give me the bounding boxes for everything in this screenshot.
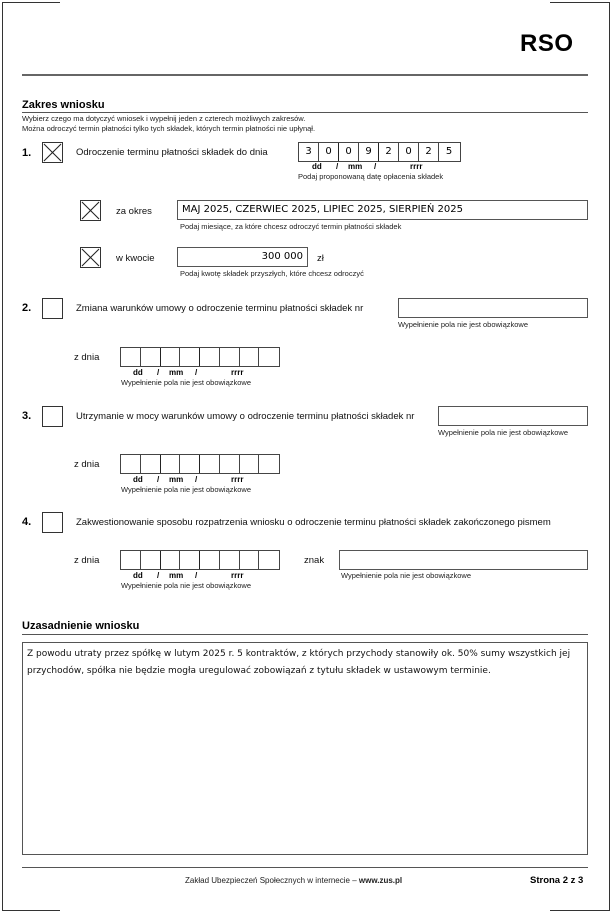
option2-date-hint: Wypełnienie pola nie jest obowiązkowe	[121, 378, 252, 387]
option4-date-hint: Wypełnienie pola nie jest obowiązkowe	[121, 581, 252, 590]
checkmark-x-icon	[81, 201, 100, 220]
date-digit[interactable]	[121, 455, 141, 473]
date-digit[interactable]	[141, 455, 161, 473]
legend-dd: dd	[312, 162, 322, 171]
option1-date-hint: Podaj proponowaną datę opłacenia składek	[298, 172, 444, 181]
amount-unit: zł	[317, 253, 324, 264]
header-divider	[22, 74, 588, 76]
option4-date-legend	[120, 571, 280, 581]
date-digit[interactable]: 5	[445, 146, 453, 157]
option1-checkbox[interactable]	[42, 142, 63, 163]
period-checkbox[interactable]	[80, 200, 101, 221]
footer-prefix: Zakład Ubezpieczeń Społecznych w internecie –	[185, 876, 359, 885]
legend-sep: /	[195, 475, 198, 484]
date-digit[interactable]: 0	[399, 143, 419, 161]
option4-sign-input[interactable]	[339, 550, 588, 570]
option2-contract-hint: Wypełnienie pola nie jest obowiązkowe	[398, 320, 529, 329]
date-digit[interactable]	[121, 551, 141, 569]
legend-dd: dd	[133, 368, 143, 377]
date-digit[interactable]	[141, 348, 161, 366]
option1-label: Odroczenie terminu płatności składek do dnia	[76, 147, 268, 158]
legend-yyyy: rrrr	[410, 162, 423, 171]
date-digit[interactable]	[161, 348, 181, 366]
date-digit[interactable]	[180, 455, 200, 473]
date-digit[interactable]	[180, 551, 200, 569]
page-border-right	[609, 2, 610, 911]
scope-intro-line2: Można odroczyć termin płatności tylko tych składek, których termin płatności nie upłynął.	[22, 124, 316, 133]
date-digit[interactable]	[161, 551, 181, 569]
option2-date-label: z dnia	[74, 352, 100, 363]
date-digit[interactable]: 2	[419, 143, 439, 161]
page-border-left	[2, 2, 3, 911]
option3-date-hint: Wypełnienie pola nie jest obowiązkowe	[121, 485, 252, 494]
amount-input[interactable]: 300 000	[177, 247, 308, 267]
date-digit[interactable]	[220, 348, 240, 366]
date-digit[interactable]	[240, 455, 260, 473]
date-digit[interactable]	[200, 348, 220, 366]
option2-label: Zmiana warunków umowy o odroczenie terminu płatności składek nr	[76, 303, 364, 314]
legend-mm: mm	[169, 571, 184, 580]
legend-sep: /	[374, 162, 377, 171]
legend-yyyy: rrrr	[231, 368, 244, 377]
date-digit[interactable]	[141, 551, 161, 569]
option3-contract-input[interactable]	[438, 406, 588, 426]
option4-label: Zakwestionowanie sposobu rozpatrzenia wniosku o odroczenie terminu płatności składek zakończonego pismem	[76, 517, 551, 528]
legend-sep: /	[157, 475, 160, 484]
page-number: Strona 2 z 3	[530, 875, 584, 886]
option2-contract-input[interactable]	[398, 298, 588, 318]
legend-sep: /	[195, 571, 198, 580]
page-corner-top-left	[2, 2, 60, 3]
date-digit[interactable]: 9	[359, 143, 379, 161]
legend-sep: /	[195, 368, 198, 377]
justification-textarea[interactable]: Z powodu utraty przez spółkę w lutym 2025 r. 5 kontraktów, z których przychody stanowiły ok. 50% sumy wszystkich jej przychodów, spółka nie będzie mogła uregulować zobowiązań z tytułu składek w ustawowym terminie.	[22, 642, 588, 855]
option1-number: 1.	[22, 147, 32, 159]
option2-date-field[interactable]	[120, 347, 280, 367]
option3-label: Utrzymanie w mocy warunków umowy o odroczenie terminu płatności składek nr	[76, 411, 415, 422]
amount-hint: Podaj kwotę składek przyszłych, które chcesz odroczyć	[180, 269, 364, 278]
option1-date-field[interactable]	[298, 142, 461, 162]
date-digit[interactable]	[240, 551, 260, 569]
option2-number: 2.	[22, 302, 32, 314]
date-digit[interactable]	[259, 551, 279, 569]
option3-date-field[interactable]	[120, 454, 280, 474]
justification-title: Uzasadnienie wniosku	[22, 620, 140, 632]
legend-sep: /	[336, 162, 339, 171]
legend-mm: mm	[348, 162, 363, 171]
option4-sign-hint: Wypełnienie pola nie jest obowiązkowe	[341, 571, 472, 580]
legend-yyyy: rrrr	[231, 571, 244, 580]
period-input[interactable]: MAJ 2025, CZERWIEC 2025, LIPIEC 2025, SIERPIEŃ 2025	[177, 200, 588, 220]
date-digit[interactable]	[220, 455, 240, 473]
option4-date-field[interactable]	[120, 550, 280, 570]
option3-date-legend	[120, 475, 280, 485]
legend-mm: mm	[169, 368, 184, 377]
option4-sign-label: znak	[304, 555, 325, 566]
scope-section-title: Zakres wniosku	[22, 99, 105, 111]
legend-dd: dd	[133, 475, 143, 484]
date-digit[interactable]	[240, 348, 260, 366]
date-digit[interactable]	[180, 348, 200, 366]
scope-intro-line1: Wybierz czego ma dotyczyć wniosek i wypełnij jeden z czterech możliwych zakresów.	[22, 114, 306, 123]
date-digit[interactable]	[200, 551, 220, 569]
date-digit[interactable]	[220, 551, 240, 569]
checkmark-x-icon	[43, 143, 62, 162]
option3-number: 3.	[22, 410, 32, 422]
option4-checkbox[interactable]	[42, 512, 63, 533]
legend-dd: dd	[133, 571, 143, 580]
date-digit[interactable]: 0	[319, 143, 339, 161]
form-code: RSO	[520, 30, 574, 57]
date-digit[interactable]: 2	[379, 143, 399, 161]
date-digit[interactable]: 0	[339, 143, 359, 161]
option3-date-label: z dnia	[74, 459, 100, 470]
option3-checkbox[interactable]	[42, 406, 63, 427]
period-label: za okres	[116, 206, 152, 217]
amount-checkbox[interactable]	[80, 247, 101, 268]
page-corner-bottom-left	[2, 910, 60, 911]
footer-divider	[22, 867, 588, 868]
checkmark-x-icon	[81, 248, 100, 267]
legend-sep: /	[157, 571, 160, 580]
date-digit[interactable]	[259, 348, 279, 366]
legend-sep: /	[157, 368, 160, 377]
footer-text	[185, 876, 402, 885]
legend-yyyy: rrrr	[231, 475, 244, 484]
option2-checkbox[interactable]	[42, 298, 63, 319]
period-hint: Podaj miesiące, za które chcesz odroczyć termin płatności składek	[180, 222, 402, 231]
option2-date-legend	[120, 368, 280, 378]
option3-contract-hint: Wypełnienie pola nie jest obowiązkowe	[438, 428, 569, 437]
legend-mm: mm	[169, 475, 184, 484]
option1-date-legend	[298, 162, 461, 172]
page-corner-top-right	[550, 2, 610, 3]
amount-label: w kwocie	[116, 253, 155, 264]
date-digit[interactable]	[259, 455, 279, 473]
option4-number: 4.	[22, 516, 32, 528]
scope-section-rule	[22, 112, 588, 113]
date-digit[interactable]	[200, 455, 220, 473]
date-digit[interactable]: 3	[299, 143, 319, 161]
justification-rule	[22, 634, 588, 635]
page-corner-bottom-right	[550, 910, 610, 911]
date-digit[interactable]	[161, 455, 181, 473]
option4-date-label: z dnia	[74, 555, 100, 566]
footer-url-link[interactable]: www.zus.pl	[358, 876, 403, 885]
date-digit[interactable]	[121, 348, 141, 366]
